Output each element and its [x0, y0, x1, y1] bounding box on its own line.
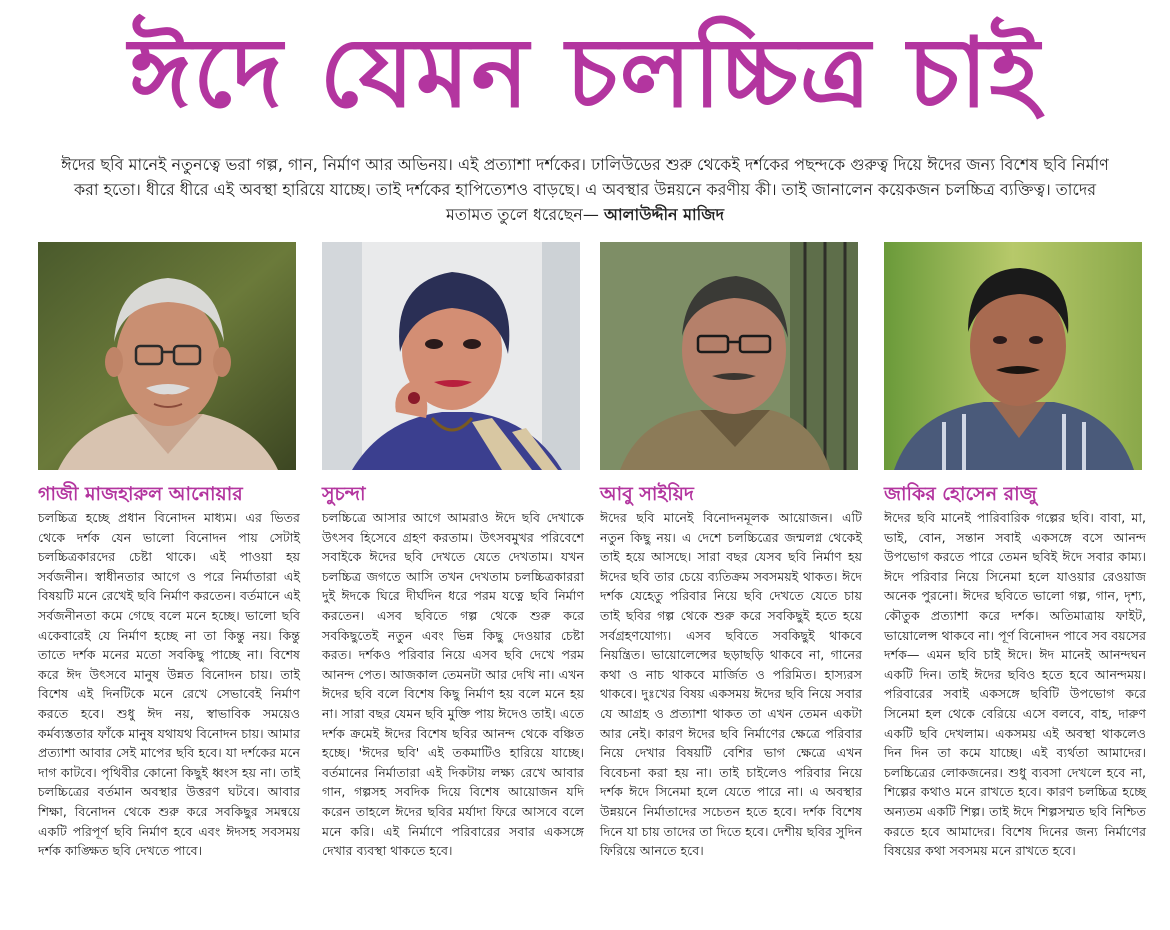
- column-4: [884, 242, 1146, 861]
- column-3: [600, 242, 862, 861]
- person-name-2: সুচন্দা: [322, 483, 366, 505]
- person-quote-1: চলচ্চিত্র হচ্ছে প্রধান বিনোদন মাধ্যম। এর ভিতর থেকে দর্শক যেন ভালো বিনোদন পায় সেটাই চলচ্চিত্রকারদের চেষ্টা থাকে। এই পাওয়া হয় সর্বজনীন। স্বাধীনতার আগে ও পরে নির্মাতারা এই বিষয়টি মনে রেখেই ছবি নির্মাণ করতেন। বর্তমানে এই সর্বজনীনতা কমে গেছে বলে মনে হচ্ছে। ভালো ছবি একেবারেই যে নির্মাণ হচ্ছে না তা কিন্তু নয়। কিন্তু তাতে দর্শক মনের মতো সবকিছু পাচ্ছে না। বিশেষ করে ঈদ উৎসবে মানুষ উন্নত বিনোদন চায়। তাই বিশেষ এই দিনটিকে মনে রেখে সেভাবেই নির্মাণ করতে হবে। শুধু ঈদ নয়, স্বাভাবিক সময়েও কর্মব্যস্ততার ফাঁকে মানুষ যথাযথ বিনোদন চায়। আমার প্রত্যাশা আবার সেই মাপের ছবি হবে। যা দর্শকের মনে দাগ কাটবে। পৃথিবীর কোনো কিছুই ধ্বংস হয় না। তাই চলচ্চিত্রের বর্তমান অবস্থার উত্তরণ ঘটবে। আবার শিক্ষা, বিনোদন থেকে শুরু করে সবকিছুর সমন্বয়ে একটি পরিপূর্ণ ছবি নির্মাণ হবে এবং ঈদসহ সবসময় দর্শক কাঙ্ক্ষিত ছবি দেখতে পাবে।: [38, 510, 300, 859]
- person-name-4: জাকির হোসেন রাজু: [884, 483, 1037, 505]
- intro-text: ঈদের ছবি মানেই নতুনত্বে ভরা গল্প, গান, নির্মাণ আর অভিনয়। এই প্রত্যাশা দর্শকের। ঢালিউডের শুরু থেকেই দর্শকের পছন্দকে গুরুত্ব দিয়ে ঈদের জন্য বিশেষ ছবি নির্মাণ করা হতো। ধীরে ধীরে এই অবস্থা হারিয়ে যাচ্ছে। তাই দর্শকের হাপিত্যেশও বাড়ছে। এ অবস্থার উন্নয়নে করণীয় কী। তাই জানালেন কয়েকজন চলচ্চিত্র ব্যক্তিত্ব। তাদের মতামত তুলে ধরেছেন—: [61, 155, 1109, 224]
- intro-paragraph: [50, 152, 1120, 227]
- person-quote-4: ঈদের ছবি মানেই পারিবারিক গল্পের ছবি। বাবা, মা, ভাই, বোন, সন্তান সবাই একসঙ্গে বসে আনন্দ উপভোগ করতে পারে তেমন ছবিই ঈদে সবার কাম্য। ঈদে পরিবার নিয়ে সিনেমা হলে যাওয়ার রেওয়াজ অনেক পুরনো। ঈদের ছবিতে ভালো গল্প, গান, দৃশ্য, কৌতুক প্রত্যাশা করে দর্শক। অতিমাত্রায় ফাইট, ভায়োলেন্স থাকবে না। পূর্ণ বিনোদন পাবে সব বয়সের দর্শক— এমন ছবি চাই ঈদে। ঈদ মানেই আনন্দঘন একটি দিন। তাই ঈদের ছবিও হতে হবে আনন্দময়। পরিবারের সবাই একসঙ্গে ছবিটি উপভোগ করে সিনেমা হল থেকে বেরিয়ে এসে বলবে, বাহ, দারুণ একটি ছবি দেখলাম। একসময় এই অবস্থা থাকলেও দিন দিন তা কমে যাচ্ছে। এই ব্যর্থতা আমাদের। চলচ্চিত্রের লোকজনের। শুধু ব্যবসা দেখলে হবে না, শিল্পের কথাও মনে রাখতে হবে। কারণ চলচ্চিত্র হচ্ছে অন্যতম একটি শিল্প। তাই ঈদে শিল্পসম্মত ছবি নিশ্চিত করতে হবে আমাদের। বিশেষ দিনের জন্য নির্মাণের বিষয়ের কথা সবসময় মনে রাখতে হবে।: [884, 510, 1146, 859]
- person-name-3: আবু সাইয়িদ: [600, 483, 694, 505]
- portrait-photo-1: [38, 242, 296, 470]
- portrait-photo-4: [884, 242, 1142, 470]
- intro-byline: আলাউদ্দীন মাজিদ: [603, 205, 724, 224]
- portrait-photo-2: [322, 242, 580, 470]
- column-2: [322, 242, 584, 861]
- portrait-photo-3: [600, 242, 858, 470]
- column-1: [38, 242, 300, 861]
- person-quote-3: ঈদের ছবি মানেই বিনোদনমূলক আয়োজন। এটি নতুন কিছু নয়। এ দেশে চলচ্চিত্রের জন্মলগ্ন থেকেই তাই হয়ে আসছে। সারা বছর যেসব ছবি নির্মাণ হয় ঈদের ছবি তার চেয়ে ব্যতিক্রম সবসময়ই থাকত। ঈদে দর্শক যেহেতু পরিবার নিয়ে ছবি দেখতে যেতে চায় তাই ছবির গল্প থেকে শুরু করে সবকিছুই হতে হয়ে সর্বগ্রহণযোগ্য। এসব ছবিতে সবকিছুই থাকবে নিয়ন্ত্রিত। ভায়োলেন্সের ছড়াছড়ি থাকবে না, গানের কথা ও নাচ থাকবে মার্জিত ও পরিমিত। হাস্যরস থাকবে। দুঃখের বিষয় একসময় ঈদের ছবি নিয়ে সবার যে আগ্রহ ও প্রত্যাশা থাকত তা এখন তেমন একটা আর নেই। কারণ ঈদের ছবি নির্মাণের ক্ষেত্রে পরিবার নিয়ে দেখার বিষয়টি বেশির ভাগ ক্ষেত্রে এখন বিবেচনা করা হয় না। তাই চাইলেও পরিবার নিয়ে দর্শক ঈদে সিনেমা হলে যেতে পারে না। এ অবস্থার উন্নয়নে নির্মাতাদের সচেতন হতে হবে। দর্শক বিশেষ দিনে যা চায় তাদের তা দিতে হবে। দেশীয় ছবির সুদিন ফিরিয়ে আনতে হবে।: [600, 510, 862, 859]
- person-name-1: গাজী মাজহারুল আনোয়ার: [38, 483, 243, 505]
- page-headline: ঈদে যেমন চলচ্চিত্র চাই: [128, 17, 1042, 129]
- person-quote-2: চলচ্চিত্রে আসার আগে আমরাও ঈদে ছবি দেখাকে উৎসব হিসেবে গ্রহণ করতাম। উৎসবমুখর পরিবেশে সবাইকে ঈদের ছবি দেখতে যেতে দেখতাম। যখন চলচ্চিত্র জগতে আসি তখন দেখতাম চলচ্চিত্রকাররা দুই ঈদকে ঘিরে দীর্ঘদিন ধরে পরম যত্নে ছবি নির্মাণ করতেন। এসব ছবিতে গল্প থেকে শুরু করে সবকিছুতেই নতুন এবং ভিন্ন কিছু দেওয়ার চেষ্টা করত। দর্শকও পরিবার নিয়ে এসব ছবি দেখে পরম আনন্দ পেত। আজকাল তেমনটা আর দেখি না। এখন ঈদের ছবি বলে বিশেষ কিছু নির্মাণ হয় বলে মনে হয় না। সারা বছর যেমন ছবি মুক্তি পায় ঈদেও তাই। এতে দর্শক ক্রমেই ঈদের বিশেষ ছবির আনন্দ থেকে বঞ্চিত হচ্ছে। 'ঈদের ছবি' এই তকমাটিও হারিয়ে যাচ্ছে। বর্তমানের নির্মাতারা এই দিকটায় লক্ষ্য রেখে আবার গান, গল্পসহ সবদিক দিয়ে বিশেষ আয়োজন যদি করেন তাহলে ঈদের ছবির মর্যাদা ফিরে আসবে বলে মনে করি। এই নির্মাণে পরিবারের সবার একসঙ্গে দেখার ব্যবস্থা থাকতে হবে।: [322, 510, 584, 859]
